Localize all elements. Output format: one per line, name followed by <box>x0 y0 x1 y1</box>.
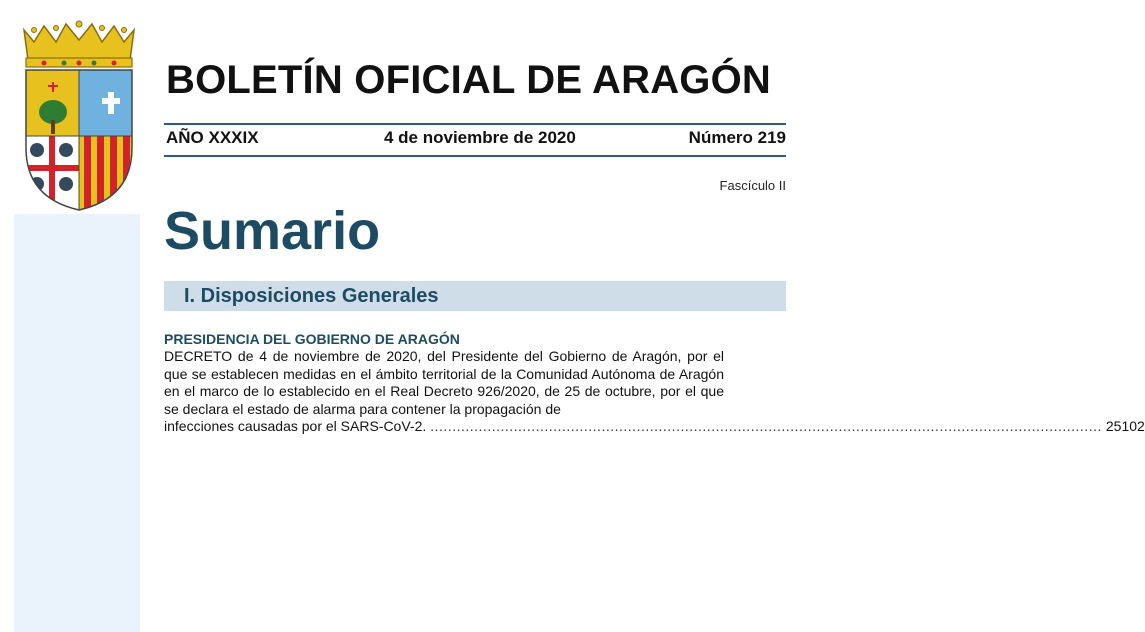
issue-number: Número 219 <box>688 128 786 147</box>
entry-text: DECRETO de 4 de noviembre de 2020, del Presidente del Gobierno de Aragón, por el que se establecen medidas en el ámbito territorial de la Comunidad Autónoma de Aragón en el marco de lo establecido en el Real Decreto 926/2020, de 25 de octubre, por el que se declara el estado de alarma para contener la propagación de <box>164 348 724 417</box>
side-band <box>14 214 140 632</box>
dot-leader: ......................................................................................................................................................... <box>430 418 1102 435</box>
header-rule-bottom <box>164 155 786 157</box>
header-rule-top <box>164 123 786 125</box>
section-title: I. Disposiciones Generales <box>184 285 439 307</box>
section-bar <box>164 281 786 311</box>
issue-date: 4 de noviembre de 2020 <box>384 128 576 147</box>
entry-last-line <box>164 418 1145 436</box>
bulletin-title: BOLETÍN OFICIAL DE ARAGÓN <box>166 58 771 102</box>
summary-entry <box>164 331 1145 436</box>
sumario-heading: Sumario <box>164 201 381 261</box>
fasciculo-label: Fascículo II <box>719 178 786 193</box>
crown-icon <box>24 21 134 67</box>
entry-text-last: infecciones causadas por el SARS-CoV-2. <box>164 418 427 435</box>
issue-info-row <box>166 128 786 152</box>
aragon-coat-of-arms-icon <box>14 20 144 212</box>
entry-page-link[interactable]: 25102 <box>1105 418 1145 435</box>
issue-year: AÑO XXXIX <box>166 128 259 147</box>
organism-heading: PRESIDENCIA DEL GOBIERNO DE ARAGÓN <box>164 331 460 347</box>
